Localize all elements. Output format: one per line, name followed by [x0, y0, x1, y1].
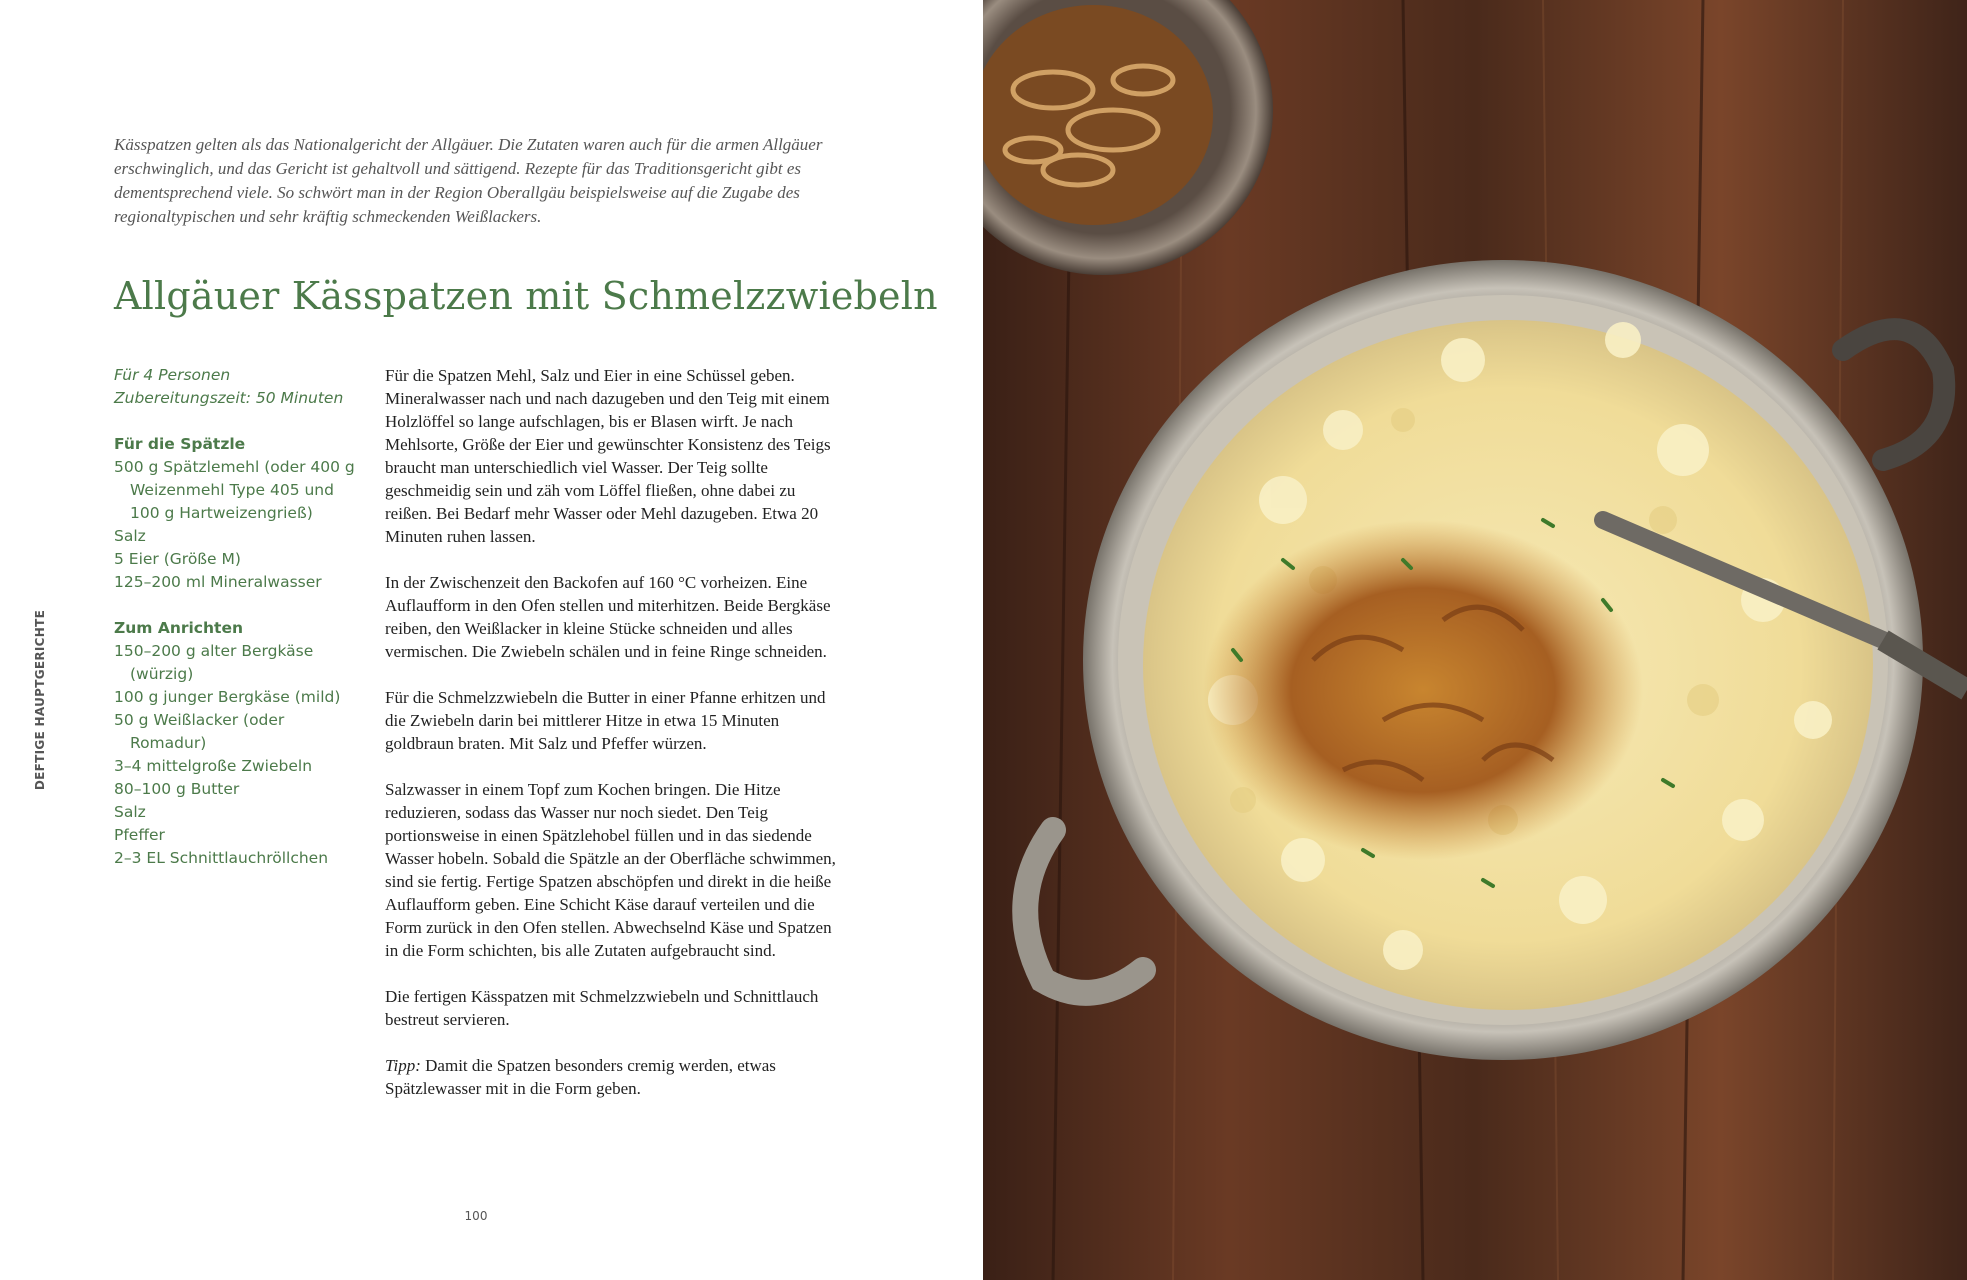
ingredient-item: 2–3 EL Schnittlauchröllchen	[114, 849, 329, 867]
page-number: 100	[464, 1209, 488, 1223]
pan-with-kaesspatzen	[1083, 260, 1923, 1060]
ingredient-item: 3–4 mittelgroße Zwiebeln	[114, 757, 313, 775]
left-page	[0, 0, 983, 1280]
ingredient-item: Pfeffer	[114, 826, 165, 844]
ingredient-item: 5 Eier (Größe M)	[114, 550, 241, 568]
serving-heading: Zum Anrichten	[114, 619, 243, 637]
ingredient-item: 100 g junger Bergkäse (mild)	[114, 688, 341, 706]
spaetzle-heading: Für die Spätzle	[114, 435, 246, 453]
tip-text: Damit die Spatzen besonders cremig werden, etwas Spätzlewasser mit in die Form geben.	[385, 1056, 776, 1098]
tip-label: Tipp:	[385, 1056, 421, 1075]
chapter-label: DEFTIGE HAUPTGERICHTE	[33, 609, 47, 791]
prep-time: Zubereitungszeit: 50 Minuten	[114, 389, 344, 407]
method-step: In der Zwischenzeit den Backofen auf 160 °C vorheizen. Eine Auflaufform in den Ofen stellen und miterhitzen. Beide Bergkäse reiben, den Weißlacker in kleine Stücke schneiden und alles vermischen. Die Zwiebeln schälen und in feine Ringe schneiden.	[385, 573, 831, 661]
tip	[385, 1054, 840, 1100]
food-photo	[983, 0, 1967, 1280]
method-step: Salzwasser in einem Topf zum Kochen bringen. Die Hitze reduzieren, sodass das Wasser nur noch siedet. Den Teig portionsweise in einen Spätzlehobel füllen und in das siedende Wasser hobeln. Sobald die Spätzle an der Oberfläche schwimmen, sind sie fertig. Fertige Spatzen abschöpfen und direkt in die heiße Auflaufform geben. Eine Schicht Käse darauf verteilen und die Form zurück in den Ofen stellen. Abwechselnd Käse und Spatzen in die Form schichten, bis alle Zutaten aufgebraucht sind.	[385, 780, 836, 960]
ingredient-item: 50 g Weißlacker (oder Romadur)	[114, 711, 285, 752]
method-text	[385, 364, 840, 1123]
ingredient-item: 80–100 g Butter	[114, 780, 240, 798]
ingredient-item: Salz	[114, 803, 146, 821]
method-step: Die fertigen Kässpatzen mit Schmelzzwiebeln und Schnittlauch bestreut servieren.	[385, 987, 819, 1029]
ingredient-item: 150–200 g alter Bergkäse (würzig)	[114, 642, 314, 683]
intro-text: Kässpatzen gelten als das Nationalgericht der Allgäuer. Die Zutaten waren auch für die armen Allgäuer erschwinglich, und das Gericht ist gehaltvoll und sättigend. Rezepte für das Traditionsgericht gibt es dementsprechend viele. So schwört man in der Region Oberallgäu beispielsweise auf die Zugabe des regionaltypischen und sehr kräftig schmeckenden Weißlackers.	[114, 135, 823, 226]
servings: Für 4 Personen	[114, 366, 231, 384]
method-step: Für die Spatzen Mehl, Salz und Eier in eine Schüssel geben. Mineralwasser nach und nach dazugeben und den Teig mit einem Holzlöffel so lange aufschlagen, bis er Blasen wirft. Je nach Mehlsorte, Größe der Eier und gewünschter Konsistenz des Teigs braucht man unterschiedlich viel Wasser. Der Teig sollte geschmeidig sein und zäh vom Löffel fließen, ohne dabei zu reißen. Bei Bedarf mehr Wasser oder Mehl dazugeben. Etwa 20 Minuten ruhen lassen.	[385, 366, 831, 546]
ingredient-item: 125–200 ml Mineralwasser	[114, 573, 322, 591]
ingredient-item: 500 g Spätzlemehl (oder 400 g Weizenmehl Type 405 und 100 g Hartweizengrieß)	[114, 458, 355, 522]
recipe-title: Allgäuer Kässpatzen mit Schmelzzwiebeln	[114, 274, 938, 318]
method-step: Für die Schmelzzwiebeln die Butter in einer Pfanne erhitzen und die Zwiebeln darin bei mittlerer Hitze in etwa 15 Minuten goldbraun braten. Mit Salz und Pfeffer würzen.	[385, 688, 826, 753]
ingredient-item: Salz	[114, 527, 146, 545]
ingredient-list	[114, 364, 364, 870]
